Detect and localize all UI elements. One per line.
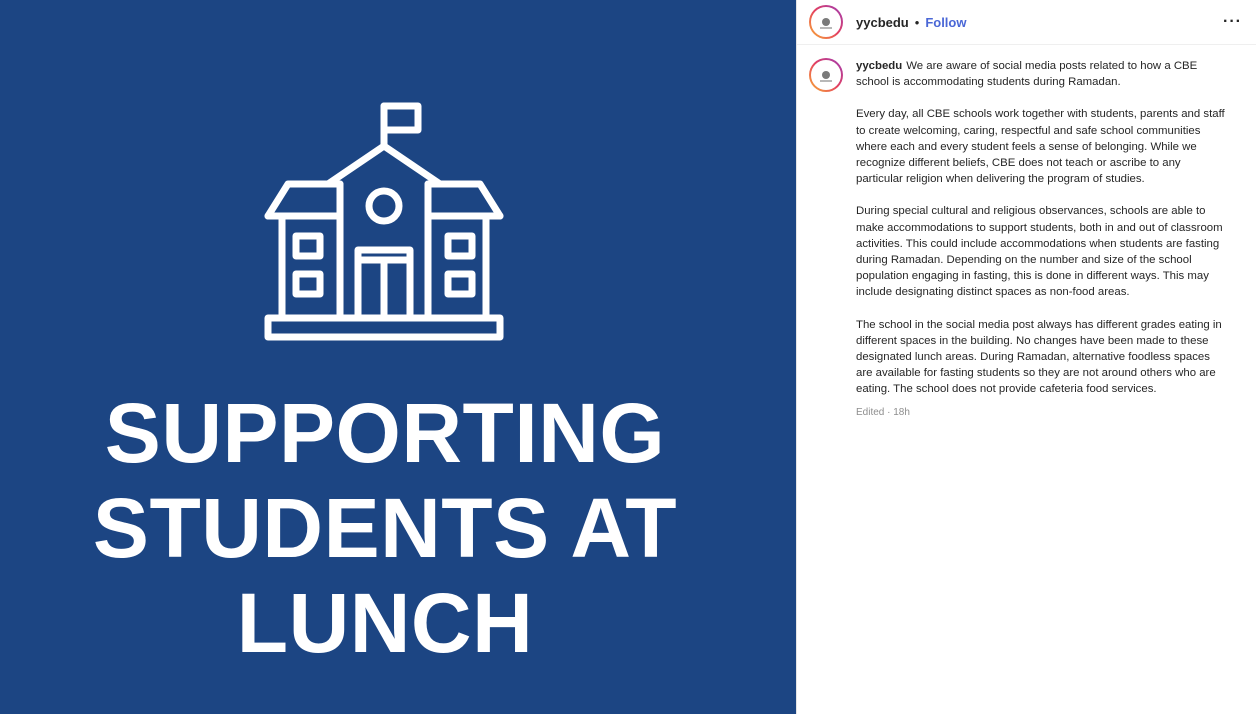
logo-mark-icon [822,18,830,26]
caption-paragraph-3: During special cultural and religious observances, schools are able to make accommodations to support students, both in and out of classroom activities. This could include accommodations when students are fasting during Ramadan. Depending on the number and size of the school population engaging in fasting, this is done in different ways. This may include designating distinct spaces as non-food areas. [856,205,1223,299]
username-link[interactable]: yycbedu [856,14,909,30]
edited-timestamp: Edited · 18h [856,406,910,418]
headline-line-3: LUNCH [236,576,534,670]
headline-line-2: STUDENTS AT [92,481,678,575]
avatar[interactable] [809,5,843,39]
follow-button[interactable]: Follow [925,14,967,30]
avatar-logo [811,60,841,90]
logo-wordmark [820,80,832,82]
caption-paragraph-2: Every day, all CBE schools work together with students, parents and staff to create welcoming, caring, respectful and safe school communities where each and every student feels a sense of belonging. While we recognize different beliefs, CBE does not teach or ascribe to any particular religion when delivering the program of studies. [856,108,1225,186]
headline [0,386,770,671]
caption-text [856,58,1228,421]
caption-paragraph-text: We are aware of social media posts related to how a CBE school is accommodating students during Ramadan. [856,60,1198,89]
logo-mark-icon [822,71,830,79]
avatar-logo [811,7,841,37]
caption [797,45,1256,421]
caption-username-link[interactable]: yycbedu [856,60,903,72]
headline-line-1: SUPPORTING [104,386,666,480]
caption-avatar[interactable] [809,58,843,92]
caption-paragraph-4: The school in the social media post always has different grades eating in different spaces in the building. No changes have been made to these designated lunch areas. During Ramadan, alternative foodless spaces are available for fasting students so they are not around others who are eating. The school does not provide cafeteria food services. [856,318,1222,396]
caption-paragraph-1 [856,58,1228,90]
post-sidebar [796,0,1256,714]
logo-wordmark [820,27,832,29]
school-building-icon [260,100,508,345]
post-header [797,0,1256,45]
separator-dot: • [914,14,920,30]
more-options-icon[interactable]: ··· [1223,13,1242,30]
